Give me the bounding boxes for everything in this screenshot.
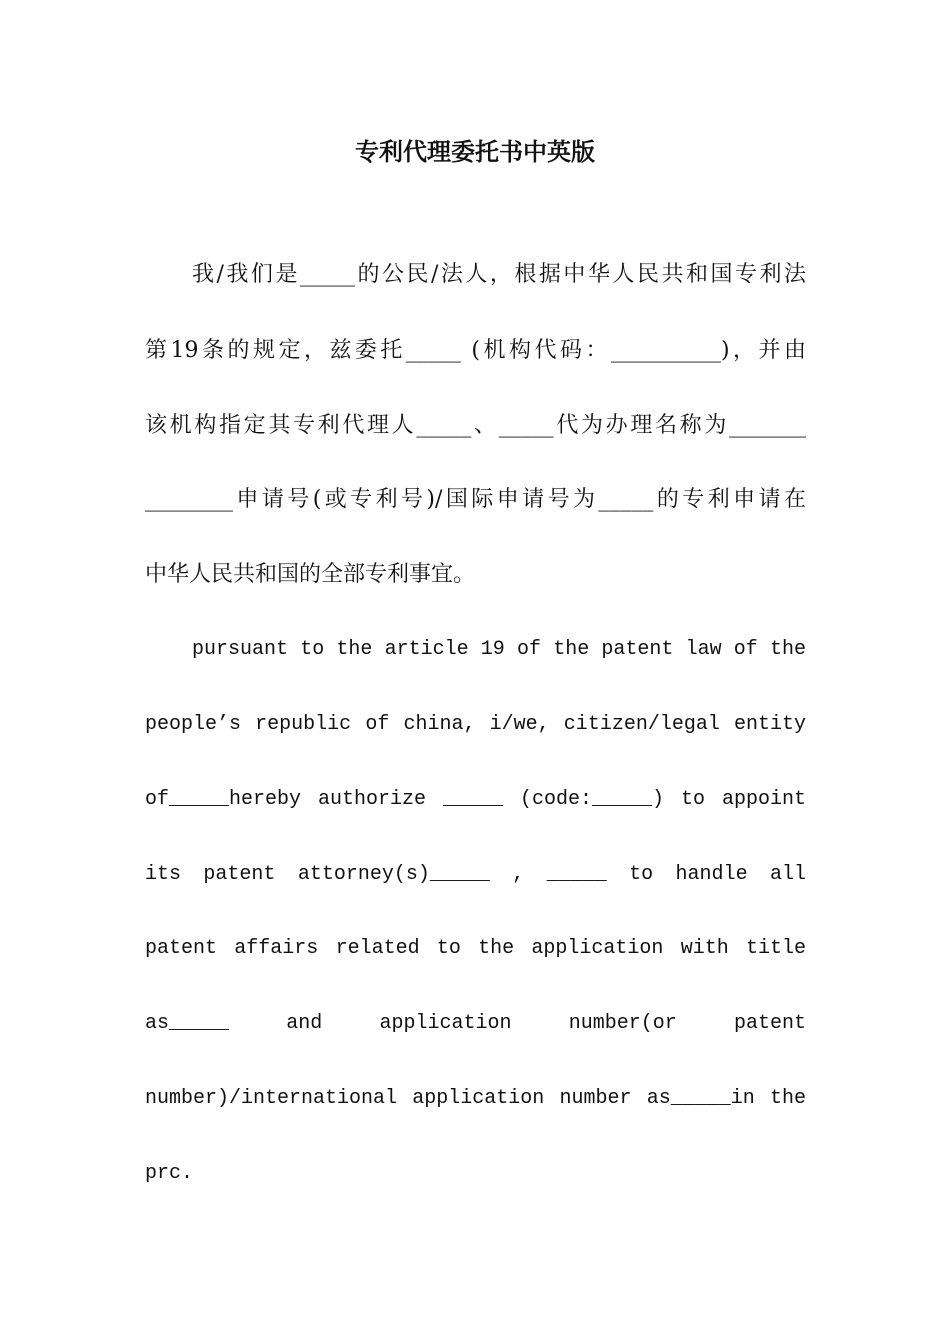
chinese-line-5: 中华人民共和国的全部专利事宜。: [145, 562, 476, 587]
english-line-8: prc.: [145, 1162, 194, 1185]
chinese-line-3: 该机构指定其专利代理人_____、_____代为办理名称为_______: [145, 413, 806, 438]
english-line-2: people’s republic of china, i/we, citizen/legal entity: [145, 713, 806, 736]
english-line-3: of_____hereby authorize _____ (code:_____) to appoint: [145, 788, 806, 811]
chinese-line-4: ________申请号(或专利号)/国际申请号为_____的专利申请在: [145, 487, 806, 512]
document-title: 专利代理委托书中英版: [355, 137, 595, 166]
english-line-7: number)/international application number as_____in the: [145, 1087, 806, 1110]
english-line-4: its patent attorney(s)_____ , _____ to handle all: [145, 863, 806, 886]
english-line-5: patent affairs related to the application with title: [145, 937, 806, 960]
chinese-line-2: 第19条的规定，兹委托_____ (机构代码：__________)，并由: [145, 338, 806, 363]
english-line-6: as_____ and application number(or patent: [145, 1012, 806, 1035]
english-line-1: pursuant to the article 19 of the patent law of the: [192, 638, 806, 661]
chinese-line-1: 我/我们是_____的公民/法人，根据中华人民共和国专利法: [192, 262, 806, 287]
